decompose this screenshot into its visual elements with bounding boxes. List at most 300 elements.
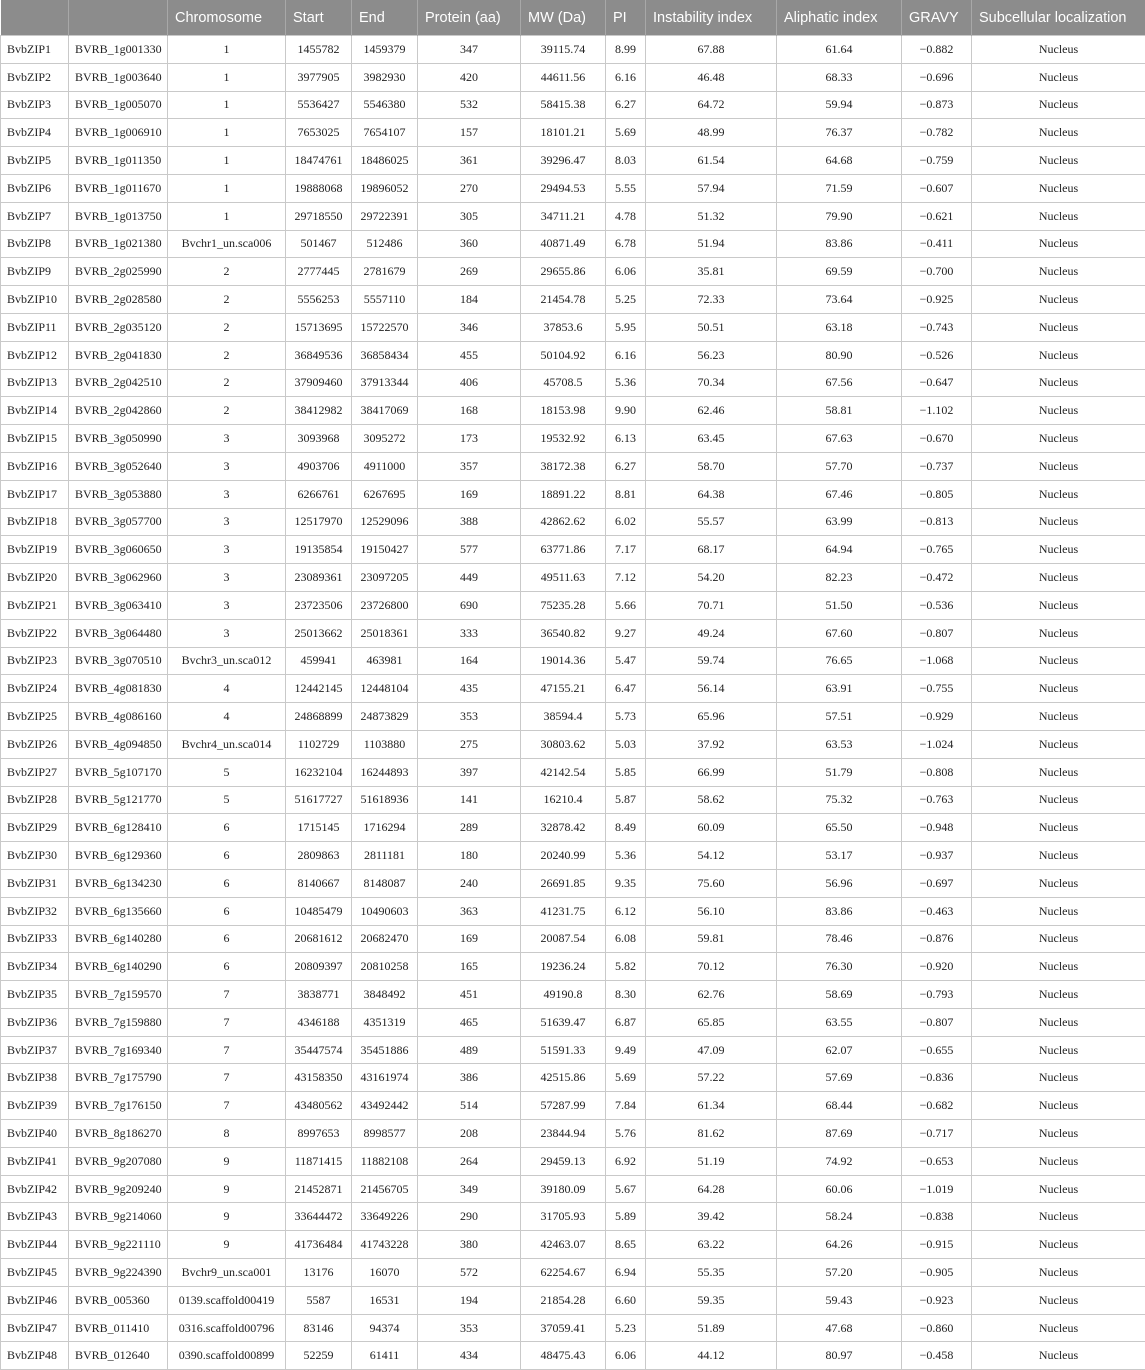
gene-name-cell: BvbZIP29: [1, 814, 69, 842]
gene-id-cell: BVRB_005360: [69, 1286, 168, 1314]
localization-cell: Nucleus: [972, 313, 1145, 341]
aliphatic-cell: 63.55: [777, 1008, 902, 1036]
gene-id-cell: BVRB_9g221110: [69, 1231, 168, 1259]
localization-cell: Nucleus: [972, 1008, 1145, 1036]
instability-cell: 51.89: [646, 1314, 777, 1342]
gravy-cell: −0.458: [902, 1342, 972, 1370]
gene-id-cell: BVRB_9g214060: [69, 1203, 168, 1231]
mw-cell: 48475.43: [521, 1342, 606, 1370]
instability-cell: 51.32: [646, 202, 777, 230]
header-protein-aa: Protein (aa): [418, 0, 521, 36]
gene-name-cell: BvbZIP33: [1, 925, 69, 953]
protein-aa-cell: 361: [418, 147, 521, 175]
end-cell: 29722391: [352, 202, 418, 230]
gravy-cell: −0.647: [902, 369, 972, 397]
end-cell: 512486: [352, 230, 418, 258]
mw-cell: 16210.4: [521, 786, 606, 814]
pi-cell: 6.94: [606, 1259, 646, 1287]
gravy-cell: −0.763: [902, 786, 972, 814]
localization-cell: Nucleus: [972, 425, 1145, 453]
gene-name-cell: BvbZIP24: [1, 675, 69, 703]
aliphatic-cell: 76.37: [777, 119, 902, 147]
end-cell: 11882108: [352, 1147, 418, 1175]
localization-cell: Nucleus: [972, 480, 1145, 508]
gravy-cell: −0.929: [902, 703, 972, 731]
instability-cell: 81.62: [646, 1120, 777, 1148]
chromosome-cell: 4: [168, 703, 286, 731]
instability-cell: 59.74: [646, 647, 777, 675]
mw-cell: 45708.5: [521, 369, 606, 397]
protein-aa-cell: 333: [418, 619, 521, 647]
localization-cell: Nucleus: [972, 1064, 1145, 1092]
start-cell: 12517970: [286, 508, 352, 536]
pi-cell: 6.16: [606, 341, 646, 369]
instability-cell: 51.94: [646, 230, 777, 258]
instability-cell: 64.28: [646, 1175, 777, 1203]
localization-cell: Nucleus: [972, 202, 1145, 230]
gene-name-cell: BvbZIP46: [1, 1286, 69, 1314]
gene-name-cell: BvbZIP21: [1, 591, 69, 619]
pi-cell: 6.87: [606, 1008, 646, 1036]
gene-name-cell: BvbZIP18: [1, 508, 69, 536]
localization-cell: Nucleus: [972, 258, 1145, 286]
start-cell: 7653025: [286, 119, 352, 147]
header-gene-name: [1, 0, 69, 36]
gene-name-cell: BvbZIP16: [1, 452, 69, 480]
instability-cell: 54.20: [646, 564, 777, 592]
pi-cell: 5.55: [606, 174, 646, 202]
start-cell: 52259: [286, 1342, 352, 1370]
protein-aa-cell: 269: [418, 258, 521, 286]
table-row: [1, 508, 1145, 536]
pi-cell: 9.27: [606, 619, 646, 647]
localization-cell: Nucleus: [972, 536, 1145, 564]
mw-cell: 19014.36: [521, 647, 606, 675]
gene-name-cell: BvbZIP10: [1, 286, 69, 314]
start-cell: 8997653: [286, 1120, 352, 1148]
protein-aa-cell: 169: [418, 925, 521, 953]
localization-cell: Nucleus: [972, 147, 1145, 175]
pi-cell: 6.78: [606, 230, 646, 258]
aliphatic-cell: 58.24: [777, 1203, 902, 1231]
chromosome-cell: 1: [168, 91, 286, 119]
table-row: [1, 230, 1145, 258]
gene-id-cell: BVRB_7g176150: [69, 1092, 168, 1120]
mw-cell: 37059.41: [521, 1314, 606, 1342]
protein-aa-cell: 264: [418, 1147, 521, 1175]
chromosome-cell: 3: [168, 452, 286, 480]
pi-cell: 5.47: [606, 647, 646, 675]
instability-cell: 46.48: [646, 63, 777, 91]
instability-cell: 57.94: [646, 174, 777, 202]
gravy-cell: −0.807: [902, 619, 972, 647]
gene-name-cell: BvbZIP30: [1, 842, 69, 870]
protein-aa-cell: 420: [418, 63, 521, 91]
table-row: [1, 897, 1145, 925]
instability-cell: 55.35: [646, 1259, 777, 1287]
chromosome-cell: 2: [168, 286, 286, 314]
end-cell: 8998577: [352, 1120, 418, 1148]
pi-cell: 5.82: [606, 953, 646, 981]
gene-id-cell: BVRB_3g064480: [69, 619, 168, 647]
gene-id-cell: BVRB_1g005070: [69, 91, 168, 119]
gene-id-cell: BVRB_9g209240: [69, 1175, 168, 1203]
gene-name-cell: BvbZIP44: [1, 1231, 69, 1259]
end-cell: 3982930: [352, 63, 418, 91]
gene-id-cell: BVRB_6g135660: [69, 897, 168, 925]
chromosome-cell: 8: [168, 1120, 286, 1148]
pi-cell: 5.87: [606, 786, 646, 814]
start-cell: 51617727: [286, 786, 352, 814]
gravy-cell: −0.876: [902, 925, 972, 953]
mw-cell: 39296.47: [521, 147, 606, 175]
instability-cell: 75.60: [646, 869, 777, 897]
pi-cell: 5.03: [606, 730, 646, 758]
start-cell: 20809397: [286, 953, 352, 981]
gene-id-cell: BVRB_4g094850: [69, 730, 168, 758]
chromosome-cell: 6: [168, 869, 286, 897]
pi-cell: 5.73: [606, 703, 646, 731]
instability-cell: 39.42: [646, 1203, 777, 1231]
gene-name-cell: BvbZIP1: [1, 36, 69, 64]
aliphatic-cell: 71.59: [777, 174, 902, 202]
start-cell: 11871415: [286, 1147, 352, 1175]
localization-cell: Nucleus: [972, 925, 1145, 953]
table-row: [1, 1064, 1145, 1092]
gravy-cell: −0.526: [902, 341, 972, 369]
protein-aa-cell: 514: [418, 1092, 521, 1120]
protein-aa-cell: 388: [418, 508, 521, 536]
gravy-cell: −0.882: [902, 36, 972, 64]
mw-cell: 36540.82: [521, 619, 606, 647]
end-cell: 10490603: [352, 897, 418, 925]
start-cell: 23723506: [286, 591, 352, 619]
end-cell: 24873829: [352, 703, 418, 731]
start-cell: 25013662: [286, 619, 352, 647]
protein-aa-cell: 357: [418, 452, 521, 480]
header-aliphatic-index: Aliphatic index: [777, 0, 902, 36]
end-cell: 6267695: [352, 480, 418, 508]
start-cell: 15713695: [286, 313, 352, 341]
gene-name-cell: BvbZIP17: [1, 480, 69, 508]
pi-cell: 5.85: [606, 758, 646, 786]
instability-cell: 67.88: [646, 36, 777, 64]
mw-cell: 37853.6: [521, 313, 606, 341]
gravy-cell: −1.024: [902, 730, 972, 758]
end-cell: 19150427: [352, 536, 418, 564]
table-row: [1, 647, 1145, 675]
localization-cell: Nucleus: [972, 286, 1145, 314]
aliphatic-cell: 63.53: [777, 730, 902, 758]
end-cell: 37913344: [352, 369, 418, 397]
gene-name-cell: BvbZIP28: [1, 786, 69, 814]
localization-cell: Nucleus: [972, 619, 1145, 647]
chromosome-cell: 3: [168, 425, 286, 453]
table-row: [1, 1203, 1145, 1231]
header-start: Start: [286, 0, 352, 36]
mw-cell: 42862.62: [521, 508, 606, 536]
start-cell: 24868899: [286, 703, 352, 731]
end-cell: 33649226: [352, 1203, 418, 1231]
protein-aa-cell: 353: [418, 703, 521, 731]
mw-cell: 62254.67: [521, 1259, 606, 1287]
table-row: [1, 1008, 1145, 1036]
pi-cell: 5.23: [606, 1314, 646, 1342]
mw-cell: 29494.53: [521, 174, 606, 202]
aliphatic-cell: 73.64: [777, 286, 902, 314]
gene-id-cell: BVRB_4g086160: [69, 703, 168, 731]
gene-id-cell: BVRB_9g207080: [69, 1147, 168, 1175]
gene-name-cell: BvbZIP15: [1, 425, 69, 453]
instability-cell: 60.09: [646, 814, 777, 842]
gravy-cell: −0.463: [902, 897, 972, 925]
gene-id-cell: BVRB_3g053880: [69, 480, 168, 508]
start-cell: 1715145: [286, 814, 352, 842]
localization-cell: Nucleus: [972, 1147, 1145, 1175]
chromosome-cell: Bvchr4_un.sca014: [168, 730, 286, 758]
aliphatic-cell: 58.69: [777, 981, 902, 1009]
pi-cell: 7.84: [606, 1092, 646, 1120]
chromosome-cell: 2: [168, 397, 286, 425]
mw-cell: 63771.86: [521, 536, 606, 564]
localization-cell: Nucleus: [972, 369, 1145, 397]
table-row: [1, 119, 1145, 147]
mw-cell: 51639.47: [521, 1008, 606, 1036]
aliphatic-cell: 60.06: [777, 1175, 902, 1203]
protein-aa-cell: 157: [418, 119, 521, 147]
instability-cell: 61.34: [646, 1092, 777, 1120]
start-cell: 4346188: [286, 1008, 352, 1036]
aliphatic-cell: 51.50: [777, 591, 902, 619]
aliphatic-cell: 63.99: [777, 508, 902, 536]
aliphatic-cell: 75.32: [777, 786, 902, 814]
gene-name-cell: BvbZIP25: [1, 703, 69, 731]
table-row: [1, 452, 1145, 480]
gene-id-cell: BVRB_2g042860: [69, 397, 168, 425]
gene-id-cell: BVRB_3g052640: [69, 452, 168, 480]
table-row: [1, 925, 1145, 953]
gene-name-cell: BvbZIP20: [1, 564, 69, 592]
aliphatic-cell: 47.68: [777, 1314, 902, 1342]
gene-id-cell: BVRB_2g025990: [69, 258, 168, 286]
localization-cell: Nucleus: [972, 786, 1145, 814]
instability-cell: 49.24: [646, 619, 777, 647]
pi-cell: 5.67: [606, 1175, 646, 1203]
localization-cell: Nucleus: [972, 564, 1145, 592]
aliphatic-cell: 59.43: [777, 1286, 902, 1314]
aliphatic-cell: 53.17: [777, 842, 902, 870]
localization-cell: Nucleus: [972, 91, 1145, 119]
pi-cell: 5.36: [606, 369, 646, 397]
chromosome-cell: 6: [168, 925, 286, 953]
gene-name-cell: BvbZIP8: [1, 230, 69, 258]
instability-cell: 59.81: [646, 925, 777, 953]
header-mw-da: MW (Da): [521, 0, 606, 36]
protein-aa-cell: 380: [418, 1231, 521, 1259]
start-cell: 16232104: [286, 758, 352, 786]
gene-name-cell: BvbZIP2: [1, 63, 69, 91]
instability-cell: 64.38: [646, 480, 777, 508]
start-cell: 21452871: [286, 1175, 352, 1203]
chromosome-cell: 7: [168, 981, 286, 1009]
localization-cell: Nucleus: [972, 758, 1145, 786]
start-cell: 35447574: [286, 1036, 352, 1064]
end-cell: 8148087: [352, 869, 418, 897]
aliphatic-cell: 51.79: [777, 758, 902, 786]
gravy-cell: −0.472: [902, 564, 972, 592]
chromosome-cell: Bvchr1_un.sca006: [168, 230, 286, 258]
chromosome-cell: 6: [168, 897, 286, 925]
chromosome-cell: 9: [168, 1231, 286, 1259]
chromosome-cell: 7: [168, 1036, 286, 1064]
aliphatic-cell: 87.69: [777, 1120, 902, 1148]
gene-id-cell: BVRB_2g041830: [69, 341, 168, 369]
instability-cell: 37.92: [646, 730, 777, 758]
protein-aa-cell: 363: [418, 897, 521, 925]
end-cell: 20682470: [352, 925, 418, 953]
gene-name-cell: BvbZIP4: [1, 119, 69, 147]
mw-cell: 34711.21: [521, 202, 606, 230]
localization-cell: Nucleus: [972, 230, 1145, 258]
aliphatic-cell: 58.81: [777, 397, 902, 425]
gene-name-cell: BvbZIP7: [1, 202, 69, 230]
pi-cell: 6.13: [606, 425, 646, 453]
start-cell: 2809863: [286, 842, 352, 870]
aliphatic-cell: 64.26: [777, 1231, 902, 1259]
table-row: [1, 536, 1145, 564]
end-cell: 12529096: [352, 508, 418, 536]
localization-cell: Nucleus: [972, 452, 1145, 480]
gene-id-cell: BVRB_1g001330: [69, 36, 168, 64]
protein-aa-cell: 690: [418, 591, 521, 619]
chromosome-cell: 1: [168, 63, 286, 91]
start-cell: 23089361: [286, 564, 352, 592]
start-cell: 37909460: [286, 369, 352, 397]
gene-name-cell: BvbZIP14: [1, 397, 69, 425]
protein-aa-cell: 164: [418, 647, 521, 675]
table-row: [1, 63, 1145, 91]
chromosome-cell: 1: [168, 174, 286, 202]
gene-id-cell: BVRB_6g128410: [69, 814, 168, 842]
gene-id-cell: BVRB_7g159570: [69, 981, 168, 1009]
gene-id-cell: BVRB_9g224390: [69, 1259, 168, 1287]
gravy-cell: −0.860: [902, 1314, 972, 1342]
gene-id-cell: BVRB_3g060650: [69, 536, 168, 564]
localization-cell: Nucleus: [972, 730, 1145, 758]
protein-aa-cell: 434: [418, 1342, 521, 1370]
gene-id-cell: BVRB_3g062960: [69, 564, 168, 592]
instability-cell: 50.51: [646, 313, 777, 341]
chromosome-cell: 3: [168, 564, 286, 592]
protein-aa-cell: 532: [418, 91, 521, 119]
protein-aa-cell: 489: [418, 1036, 521, 1064]
aliphatic-cell: 68.44: [777, 1092, 902, 1120]
table-row: [1, 36, 1145, 64]
instability-cell: 48.99: [646, 119, 777, 147]
table-row: [1, 675, 1145, 703]
instability-cell: 54.12: [646, 842, 777, 870]
end-cell: 5546380: [352, 91, 418, 119]
mw-cell: 42463.07: [521, 1231, 606, 1259]
start-cell: 1455782: [286, 36, 352, 64]
chromosome-cell: 2: [168, 341, 286, 369]
protein-aa-cell: 397: [418, 758, 521, 786]
mw-cell: 21854.28: [521, 1286, 606, 1314]
protein-aa-cell: 194: [418, 1286, 521, 1314]
protein-aa-cell: 165: [418, 953, 521, 981]
pi-cell: 5.89: [606, 1203, 646, 1231]
end-cell: 43492442: [352, 1092, 418, 1120]
table-row: [1, 869, 1145, 897]
aliphatic-cell: 82.23: [777, 564, 902, 592]
gene-name-cell: BvbZIP5: [1, 147, 69, 175]
mw-cell: 20240.99: [521, 842, 606, 870]
protein-aa-cell: 141: [418, 786, 521, 814]
table-row: [1, 286, 1145, 314]
mw-cell: 50104.92: [521, 341, 606, 369]
end-cell: 1716294: [352, 814, 418, 842]
header-chromosome: Chromosome: [168, 0, 286, 36]
chromosome-cell: 6: [168, 953, 286, 981]
start-cell: 12442145: [286, 675, 352, 703]
end-cell: 38417069: [352, 397, 418, 425]
end-cell: 43161974: [352, 1064, 418, 1092]
table-row: [1, 786, 1145, 814]
protein-aa-cell: 173: [418, 425, 521, 453]
table-row: [1, 1147, 1145, 1175]
start-cell: 83146: [286, 1314, 352, 1342]
pi-cell: 9.49: [606, 1036, 646, 1064]
end-cell: 35451886: [352, 1036, 418, 1064]
protein-aa-cell: 449: [418, 564, 521, 592]
gravy-cell: −0.915: [902, 1231, 972, 1259]
start-cell: 36849536: [286, 341, 352, 369]
table-row: [1, 425, 1145, 453]
aliphatic-cell: 63.18: [777, 313, 902, 341]
gravy-cell: −1.068: [902, 647, 972, 675]
protein-aa-cell: 353: [418, 1314, 521, 1342]
gene-name-cell: BvbZIP9: [1, 258, 69, 286]
header-instability-index: Instability index: [646, 0, 777, 36]
localization-cell: Nucleus: [972, 591, 1145, 619]
mw-cell: 39115.74: [521, 36, 606, 64]
protein-aa-cell: 240: [418, 869, 521, 897]
gene-id-cell: BVRB_5g107170: [69, 758, 168, 786]
localization-cell: Nucleus: [972, 1120, 1145, 1148]
aliphatic-cell: 65.50: [777, 814, 902, 842]
chromosome-cell: 4: [168, 675, 286, 703]
end-cell: 463981: [352, 647, 418, 675]
chromosome-cell: 1: [168, 147, 286, 175]
gene-id-cell: BVRB_5g121770: [69, 786, 168, 814]
protein-aa-cell: 572: [418, 1259, 521, 1287]
end-cell: 36858434: [352, 341, 418, 369]
start-cell: 41736484: [286, 1231, 352, 1259]
aliphatic-cell: 76.30: [777, 953, 902, 981]
table-row: [1, 619, 1145, 647]
table-row: [1, 1231, 1145, 1259]
end-cell: 94374: [352, 1314, 418, 1342]
instability-cell: 70.34: [646, 369, 777, 397]
end-cell: 3848492: [352, 981, 418, 1009]
mw-cell: 42515.86: [521, 1064, 606, 1092]
start-cell: 1102729: [286, 730, 352, 758]
pi-cell: 9.90: [606, 397, 646, 425]
protein-aa-cell: 290: [418, 1203, 521, 1231]
mw-cell: 21454.78: [521, 286, 606, 314]
pi-cell: 5.25: [606, 286, 646, 314]
instability-cell: 58.62: [646, 786, 777, 814]
